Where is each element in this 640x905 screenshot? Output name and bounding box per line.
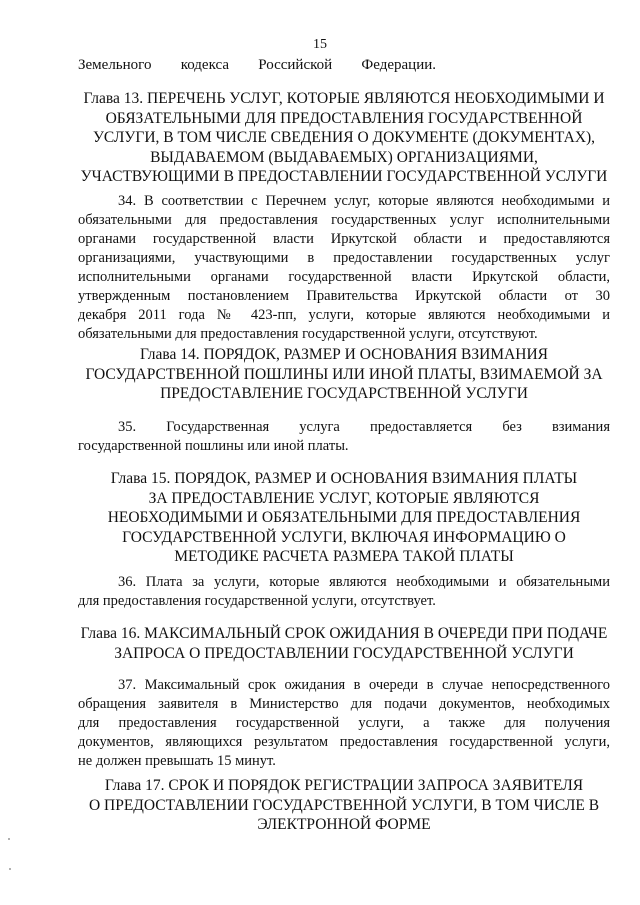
paragraph-line: для предоставления государственной услуги, отсутствует. — [78, 593, 436, 609]
heading-line: ГОСУДАРСТВЕННОЙ УСЛУГИ, ВКЛЮЧАЯ ИНФОРМАЦИЮ О — [122, 528, 566, 546]
paragraph-line: утвержденным постановлением Правительства Иркутской области от 30 — [78, 288, 610, 304]
paragraph-line: исполнительными органами государственной власти Иркутской области, — [78, 269, 610, 285]
paragraph-line: декабря 2011 года № 423-пп, услуги, которые являются необходимыми и — [78, 307, 610, 323]
heading-line: Глава 16. МАКСИМАЛЬНЫЙ СРОК ОЖИДАНИЯ В ОЧЕРЕДИ ПРИ ПОДАЧЕ — [80, 625, 608, 642]
chapter-13-heading — [70, 89, 618, 187]
scan-speck — [8, 838, 10, 840]
heading-line: ПРЕДОСТАВЛЕНИЕ ГОСУДАРСТВЕННОЙ УСЛУГИ — [160, 385, 528, 402]
paragraph-line: обязательными для предоставления государственных услуг исполнительными — [78, 212, 610, 228]
paragraph-line: обращения заявителя в Министерство для подачи документов, необходимых — [78, 696, 610, 712]
paragraph-line: органами государственной власти Иркутской области и предоставляются — [78, 231, 610, 247]
heading-line: ЗА ПРЕДОСТАВЛЕНИЕ УСЛУГ, КОТОРЫЕ ЯВЛЯЮТСЯ — [148, 489, 540, 507]
page-number: 15 — [313, 37, 327, 52]
heading-line: ЭЛЕКТРОННОЙ ФОРМЕ — [257, 816, 431, 833]
heading-line: УСЛУГИ, В ТОМ ЧИСЛЕ СВЕДЕНИЯ О ДОКУМЕНТЕ (ДОКУМЕНТАХ), — [92, 129, 596, 146]
paragraph-line: организациями, участвующими в предоставлении государственных услуг — [78, 250, 610, 266]
heading-line: УЧАСТВУЮЩИМИ В ПРЕДОСТАВЛЕНИИ ГОСУДАРСТВЕННОЙ УСЛУГИ — [80, 168, 608, 185]
heading-line: Глава 17. СРОК И ПОРЯДОК РЕГИСТРАЦИИ ЗАПРОСА ЗАЯВИТЕЛЯ — [104, 777, 584, 794]
paragraph-line: 37. Максимальный срок ожидания в очереди в случае непосредственного — [118, 677, 610, 693]
paragraph-36 — [78, 573, 610, 611]
heading-line: МЕТОДИКЕ РАСЧЕТА РАЗМЕРА ТАКОЙ ПЛАТЫ — [174, 548, 514, 565]
heading-line: ЗАПРОСА О ПРЕДОСТАВЛЕНИИ ГОСУДАРСТВЕННОЙ УСЛУГИ — [114, 644, 574, 662]
heading-line: О ПРЕДОСТАВЛЕНИИ ГОСУДАРСТВЕННОЙ УСЛУГИ, В ТОМ ЧИСЛЕ В — [88, 796, 600, 814]
continuation-line: Земельного кодекса Российской Федерации. — [78, 57, 436, 73]
heading-line: ВЫДАВАЕМОМ (ВЫДАВАЕМЫХ) ОРГАНИЗАЦИЯМИ, — [150, 148, 538, 166]
paragraph-line: обязательными для предоставления государственной услуги, отсутствуют. — [78, 326, 538, 342]
chapter-15-heading — [70, 469, 618, 567]
paragraph-line: для предоставления государственной услуги, а также для получения — [78, 715, 610, 731]
chapter-14-heading — [70, 345, 618, 404]
paragraph-line: 34. В соответствии с Перечнем услуг, которые являются необходимыми и — [118, 193, 610, 209]
paragraph-line: 35. Государственная услуга предоставляется без взимания — [118, 419, 610, 435]
scan-speck — [9, 868, 11, 870]
paragraph-line: документов, являющихся результатом предоставления государственной услуги, — [78, 734, 610, 750]
paragraph-line: 36. Плата за услуги, которые являются необходимыми и обязательными — [118, 574, 610, 590]
heading-line: НЕОБХОДИМЫМИ И ОБЯЗАТЕЛЬНЫМИ ДЛЯ ПРЕДОСТАВЛЕНИЯ — [107, 509, 581, 526]
heading-line: ОБЯЗАТЕЛЬНЫМИ ДЛЯ ПРЕДОСТАВЛЕНИЯ ГОСУДАРСТВЕННОЙ — [105, 109, 583, 127]
chapter-16-heading — [70, 624, 618, 663]
heading-line: Глава 15. ПОРЯДОК, РАЗМЕР И ОСНОВАНИЯ ВЗИМАНИЯ ПЛАТЫ — [110, 470, 578, 487]
paragraph-35 — [78, 418, 610, 456]
paragraph-37 — [78, 676, 610, 771]
heading-line: Глава 14. ПОРЯДОК, РАЗМЕР И ОСНОВАНИЯ ВЗИМАНИЯ — [139, 346, 549, 363]
heading-line: Глава 13. ПЕРЕЧЕНЬ УСЛУГ, КОТОРЫЕ ЯВЛЯЮТСЯ НЕОБХОДИМЫМИ И — [83, 90, 605, 107]
paragraph-line: не должен превышать 15 минут. — [78, 753, 276, 769]
heading-line: ГОСУДАРСТВЕННОЙ ПОШЛИНЫ ИЛИ ИНОЙ ПЛАТЫ, ВЗИМАЕМОЙ ЗА — [85, 365, 603, 383]
paragraph-34 — [78, 192, 610, 344]
chapter-17-heading — [70, 776, 618, 835]
paragraph-line: государственной пошлины или иной платы. — [78, 438, 349, 454]
